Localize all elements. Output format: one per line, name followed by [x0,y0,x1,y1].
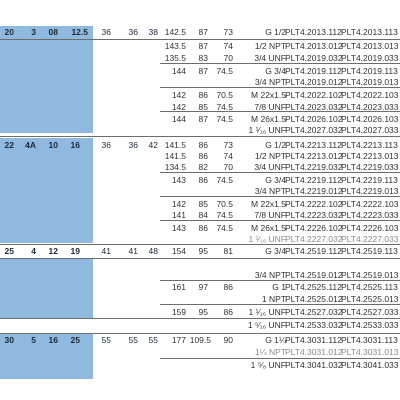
cell-c: 12 [48,246,58,256]
cell-j: 90 [223,335,233,345]
cell-thread: 1 ⁵⁄₁₆ UNF [247,320,286,330]
table-row [0,53,400,65]
cell-thread: G 3/4 [265,175,286,185]
cell-h: 141.5 [164,140,186,150]
cell-thread: 7/8 UNF [254,210,286,220]
cell-h: 144 [171,114,186,124]
cell-code1: PLT4.2226.102 [285,223,343,233]
cell-a: 22 [4,140,14,150]
cell-code1: PLT4.2213.112 [285,140,342,150]
cell-thread: 1/2 NPT [254,151,286,161]
cell-j: 74.5 [216,114,233,124]
cell-j: 73 [223,27,233,37]
cell-e: 55 [101,335,111,345]
table-row [0,270,400,282]
cell-code2: PLT4.2227.033 [341,234,399,244]
cell-thread: 1¼ NPT [254,347,286,357]
cell-b: 5 [31,335,36,345]
cell-g: 38 [148,27,158,37]
cell-thread: 3/4 UNF [254,162,286,172]
cell-code1: PLT4.2525.012 [285,294,343,304]
table-row [0,186,400,198]
cell-d: 16 [70,140,80,150]
cell-thread: 1 NPT [261,294,286,304]
cell-j: 74 [223,151,233,161]
cell-code2: PLT4.2213.113 [341,140,398,150]
cell-j: 74.5 [216,102,233,112]
cell-thread: G 3/4 [265,246,286,256]
cell-h: 177 [171,335,186,345]
cell-j: 74 [223,41,233,51]
cell-i: 86 [198,223,208,233]
cell-code1: PLT4.3031.012 [285,347,343,357]
cell-i: 87 [198,66,208,76]
cell-d: 19 [70,246,80,256]
cell-code2: PLT4.2213.013 [341,151,399,161]
cell-thread: M 22x1.5 [251,90,286,100]
table-row [0,210,400,222]
cell-code2: PLT4.2027.033 [341,125,399,135]
cell-h: 142 [171,199,186,209]
cell-e: 36 [101,140,111,150]
table-row [0,307,400,319]
cell-c: 10 [48,140,58,150]
cell-g: 55 [148,335,158,345]
cell-h: 142 [171,102,186,112]
cell-i: 86 [198,175,208,185]
cell-code1: PLT4.2019.012 [285,77,343,87]
cell-j: 86 [223,307,233,317]
cell-h: 143.5 [164,41,186,51]
cell-thread: 3/4 NPT [254,77,286,87]
cell-thread: G 3/4 [265,66,286,76]
cell-b: 4A [25,140,36,150]
cell-thread: 1 ⁵⁄₈ UNF [250,360,286,370]
cell-code1: PLT4.2019.112 [285,66,342,76]
cell-c: 16 [48,335,58,345]
table-row [0,234,400,246]
cell-thread: 1/2 NPT [254,41,286,51]
table-row [0,360,400,372]
cell-code1: PLT4.2026.102 [285,114,343,124]
cell-j: 70 [223,53,233,63]
cell-code2: PLT4.3031.013 [341,347,399,357]
cell-code1: PLT4.2213.012 [285,151,343,161]
cell-f: 36 [128,140,138,150]
cell-j: 81 [223,246,233,256]
cell-thread: M 26x1.5 [251,223,286,233]
cell-code1: PLT4.3031.112 [285,335,342,345]
cell-i: 109.5 [189,335,211,345]
cell-code1: PLT4.2222.102 [285,199,343,209]
cell-i: 86 [198,90,208,100]
cell-code1: PLT4.2022.102 [285,90,343,100]
table-row [0,347,400,359]
cell-h: 143 [171,223,186,233]
cell-h: 143 [171,175,186,185]
cell-code1: PLT4.2023.032 [285,102,343,112]
cell-g: 48 [148,246,158,256]
cell-code1: PLT4.2533.032 [285,320,343,330]
cell-d: 12.5 [71,27,88,37]
cell-h: 134.5 [164,162,186,172]
cell-thread: 3/4 NPT [254,186,286,196]
cell-h: 135.5 [164,53,186,63]
cell-code1: PLT4.2219.112 [285,175,342,185]
cell-i: 87 [198,41,208,51]
cell-code2: PLT4.2022.103 [341,90,399,100]
cell-thread: G 1/2 [265,140,286,150]
cell-f: 36 [128,27,138,37]
cell-e: 41 [101,246,111,256]
cell-h: 142 [171,90,186,100]
cell-thread: 3/4 UNF [254,53,286,63]
cell-j: 74.5 [216,223,233,233]
cell-f: 41 [128,246,138,256]
cell-j: 74.5 [216,210,233,220]
cell-code1: PLT4.2019.032 [285,53,343,63]
cell-h: 154 [171,246,186,256]
cell-b: 4 [31,246,36,256]
cell-code1: PLT4.2227.032 [285,234,343,244]
cell-code2: PLT4.2219.033 [341,162,399,172]
cell-h: 141.5 [164,151,186,161]
cell-code2: PLT4.2219.013 [341,186,399,196]
cell-thread: 7/8 UNF [254,102,286,112]
cell-code2: PLT4.2026.103 [341,114,399,124]
cell-h: 159 [171,307,186,317]
group-divider [0,333,400,334]
cell-code1: PLT4.2013.112 [285,27,342,37]
cell-code1: PLT4.2525.112 [285,282,342,292]
cell-code1: PLT4.2219.012 [285,186,343,196]
cell-g: 42 [148,140,158,150]
cell-code2: PLT4.2533.033 [341,320,399,330]
cell-h: 144 [171,66,186,76]
cell-d: 25 [70,335,80,345]
cell-i: 95 [198,246,208,256]
cell-h: 161 [171,282,186,292]
table-row [0,335,400,347]
cell-h: 142.5 [164,27,186,37]
table-row [0,162,400,174]
cell-e: 36 [101,27,111,37]
cell-code2: PLT4.2519.013 [341,270,399,280]
cell-c: 08 [48,27,58,37]
cell-i: 83 [198,53,208,63]
cell-code1: PLT4.2519.012 [285,270,343,280]
cell-j: 73 [223,140,233,150]
table-row [0,320,400,332]
cell-b: 3 [31,27,36,37]
cell-i: 95 [198,307,208,317]
table-row [0,282,400,294]
cell-code2: PLT4.2222.103 [341,199,399,209]
cell-code2: PLT4.2226.103 [341,223,399,233]
table-row [0,27,400,39]
cell-code2: PLT4.2023.033 [341,102,399,112]
cell-code1: PLT4.2527.032 [285,307,343,317]
cell-code2: PLT4.3031.113 [341,335,398,345]
cell-j: 70 [223,162,233,172]
cell-a: 20 [4,27,14,37]
cell-i: 97 [198,282,208,292]
cell-i: 84 [198,210,208,220]
cell-thread: M 22x1.5 [251,199,286,209]
cell-i: 86 [198,140,208,150]
table-row [0,246,400,258]
cell-code2: PLT4.2519.113 [341,246,398,256]
table-row [0,125,400,137]
cell-thread: G 1/2 [265,27,286,37]
cell-thread: 1 ¹⁄₁₆ UNF [248,307,286,317]
cell-code2: PLT4.3041.033 [341,360,399,370]
cell-code2: PLT4.2219.113 [341,175,398,185]
cell-code2: PLT4.2019.033 [341,53,399,63]
cell-code1: PLT4.2013.012 [285,41,343,51]
cell-code2: PLT4.2019.013 [341,77,399,87]
cell-thread: 3/4 NPT [254,270,286,280]
cell-f: 55 [128,335,138,345]
cell-i: 87 [198,114,208,124]
cell-thread: 1 ¹⁄₁₆ UNF [248,234,286,244]
cell-a: 30 [4,335,14,345]
cell-i: 82 [198,162,208,172]
table-row [0,41,400,53]
cell-code2: PLT4.2013.013 [341,41,399,51]
cell-thread: G 1 [272,282,286,292]
cell-j: 70.5 [216,199,233,209]
cell-code2: PLT4.2019.113 [341,66,398,76]
cell-code1: PLT4.2219.032 [285,162,343,172]
cell-i: 85 [198,102,208,112]
cell-i: 87 [198,27,208,37]
cell-thread: M 26x1.5 [251,114,286,124]
table-row [0,294,400,306]
cell-j: 74.5 [216,175,233,185]
cell-code1: PLT4.2027.032 [285,125,343,135]
table-row [0,102,400,114]
table-row [0,90,400,102]
cell-j: 70.5 [216,90,233,100]
table-row [0,77,400,89]
cell-code1: PLT4.2519.112 [285,246,342,256]
cell-a: 25 [4,246,14,256]
cell-j: 86 [223,282,233,292]
cell-h: 141 [171,210,186,220]
cell-code1: PLT4.3041.032 [285,360,343,370]
cell-code2: PLT4.2525.013 [341,294,399,304]
cell-code1: PLT4.2223.032 [285,210,343,220]
cell-code2: PLT4.2223.033 [341,210,399,220]
cell-thread: 1 ¹⁄₁₆ UNF [248,125,286,135]
cell-i: 85 [198,199,208,209]
cell-i: 86 [198,151,208,161]
cell-code2: PLT4.2525.113 [341,282,398,292]
cell-thread: G 1¼ [265,335,286,345]
cell-code2: PLT4.2527.033 [341,307,399,317]
cell-code2: PLT4.2013.113 [341,27,398,37]
cell-j: 74.5 [216,66,233,76]
